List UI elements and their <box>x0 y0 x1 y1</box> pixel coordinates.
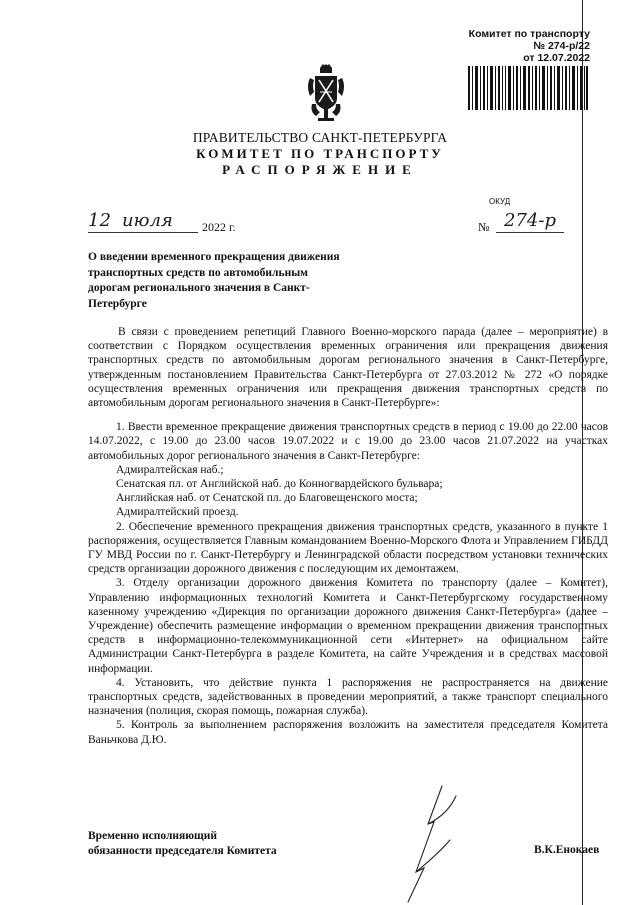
signatory-name: В.К.Енокаев <box>534 844 600 856</box>
date-day: 12 <box>88 210 111 231</box>
spb-coat-of-arms-icon <box>306 64 346 122</box>
barcode-icon <box>468 66 588 110</box>
committee-title: КОМИТЕТ ПО ТРАНСПОРТУ <box>196 146 444 161</box>
government-title: ПРАВИТЕЛЬСТВО САНКТ-ПЕТЕРБУРГА <box>192 130 448 145</box>
document-type: РАСПОРЯЖЕНИЕ <box>222 162 418 177</box>
item-4: 4. Установить, что действие пункта 1 распоряжения не распространяется на движение транспортных средств, задействованных в проведении мероприятий, а также транспорт специального назначения (полиция, скорая помощь, пожарная служба). <box>88 676 608 718</box>
road-section: Адмиралтейский проезд. <box>116 506 239 519</box>
stamp-date: от 12.07.2022 <box>523 52 590 64</box>
item-3: 3. Отделу организации дорожного движения Комитета по транспорту (далее – Комитет), Управлению информационных технологий Комитета и Санкт-Петербургскому государственному казенному учреждению «Дирекция по организации дорожного движения Санкт-Петербурга» (далее – Учреждение) обеспечить размещение информации о временном прекращении движения транспортных средств в информационно-телекоммуникационной сети «Интернет» на официальном сайте Администрации Санкт-Петербурга в разделе Комитета, на сайте Учреждения и в средствах массовой информации. <box>88 577 608 675</box>
registration-stamp <box>440 28 590 64</box>
okud-label: ОКУД <box>489 197 511 206</box>
date-month: июля <box>122 210 173 231</box>
stamp-number: № 274-р/22 <box>533 40 590 52</box>
road-section: Английская наб. от Сенатской пл. до Благовещенского моста; <box>116 492 418 505</box>
item-2: 2. Обеспечение временного прекращения движения транспортных средств, указанного в пункте 1 распоряжения, осуществляется Главным командованием Военно-Морского Флота и Управлением ГИБДД ГУ МВД России по г. Санкт-Петербургу и Ленинградской области посредством установки технических средств организации дорожного движения с последующим их демонтажем. <box>88 520 608 576</box>
signatory-title <box>88 829 277 859</box>
item-5: 5. Контроль за выполнением распоряжения возложить на заместителя председателя Комитета Ваньчкова Д.Ю. <box>88 719 608 746</box>
signatory-title-line1: Временно исполняющий <box>88 830 217 842</box>
road-section: Адмиралтейская наб.; <box>116 463 224 476</box>
number-value: 274-р <box>504 210 556 231</box>
number-sign: № <box>478 220 490 234</box>
document-subject: О введении временного прекращения движения транспортных средств по автомобильным дорогам регионального значения в Санкт-Петербурге <box>88 251 340 310</box>
date-year: 2022 г. <box>202 220 236 234</box>
date-underline <box>88 232 198 233</box>
stamp-org: Комитет по транспорту <box>468 28 590 40</box>
document-body <box>88 325 608 747</box>
handwritten-signature-icon <box>398 784 464 904</box>
number-underline <box>496 232 564 233</box>
signatory-title-line2: обязанности председателя Комитета <box>88 845 277 857</box>
item-1: 1. Ввести временное прекращение движения транспортных средств в период с 19.00 до 22.00 часов 14.07.2022, с 19.00 до 23.00 часов 19.07.2022 и с 19.00 до 23.00 часов 21.07.2022 на участках автомобильных дорог регионального значения в Санкт-Петербурге: <box>88 421 608 462</box>
preamble: В связи с проведением репетиций Главного Военно-морского парада (далее – мероприятие) в соответствии с Порядком осуществления временных ограничения или прекращения движения транспортных средств по автомобильным дорогам регионального значения в Санкт-Петербурге, утвержденным постановлением Правительства Санкт-Петербурга от 27.03.2012 № 272 «О порядке осуществления временных ограничения или прекращения движения транспортных средств по автомобильным дорогам регионального значения в Санкт-Петербурге»: <box>88 326 608 410</box>
road-section: Сенатская пл. от Английской наб. до Конногвардейского бульвара; <box>116 478 443 491</box>
